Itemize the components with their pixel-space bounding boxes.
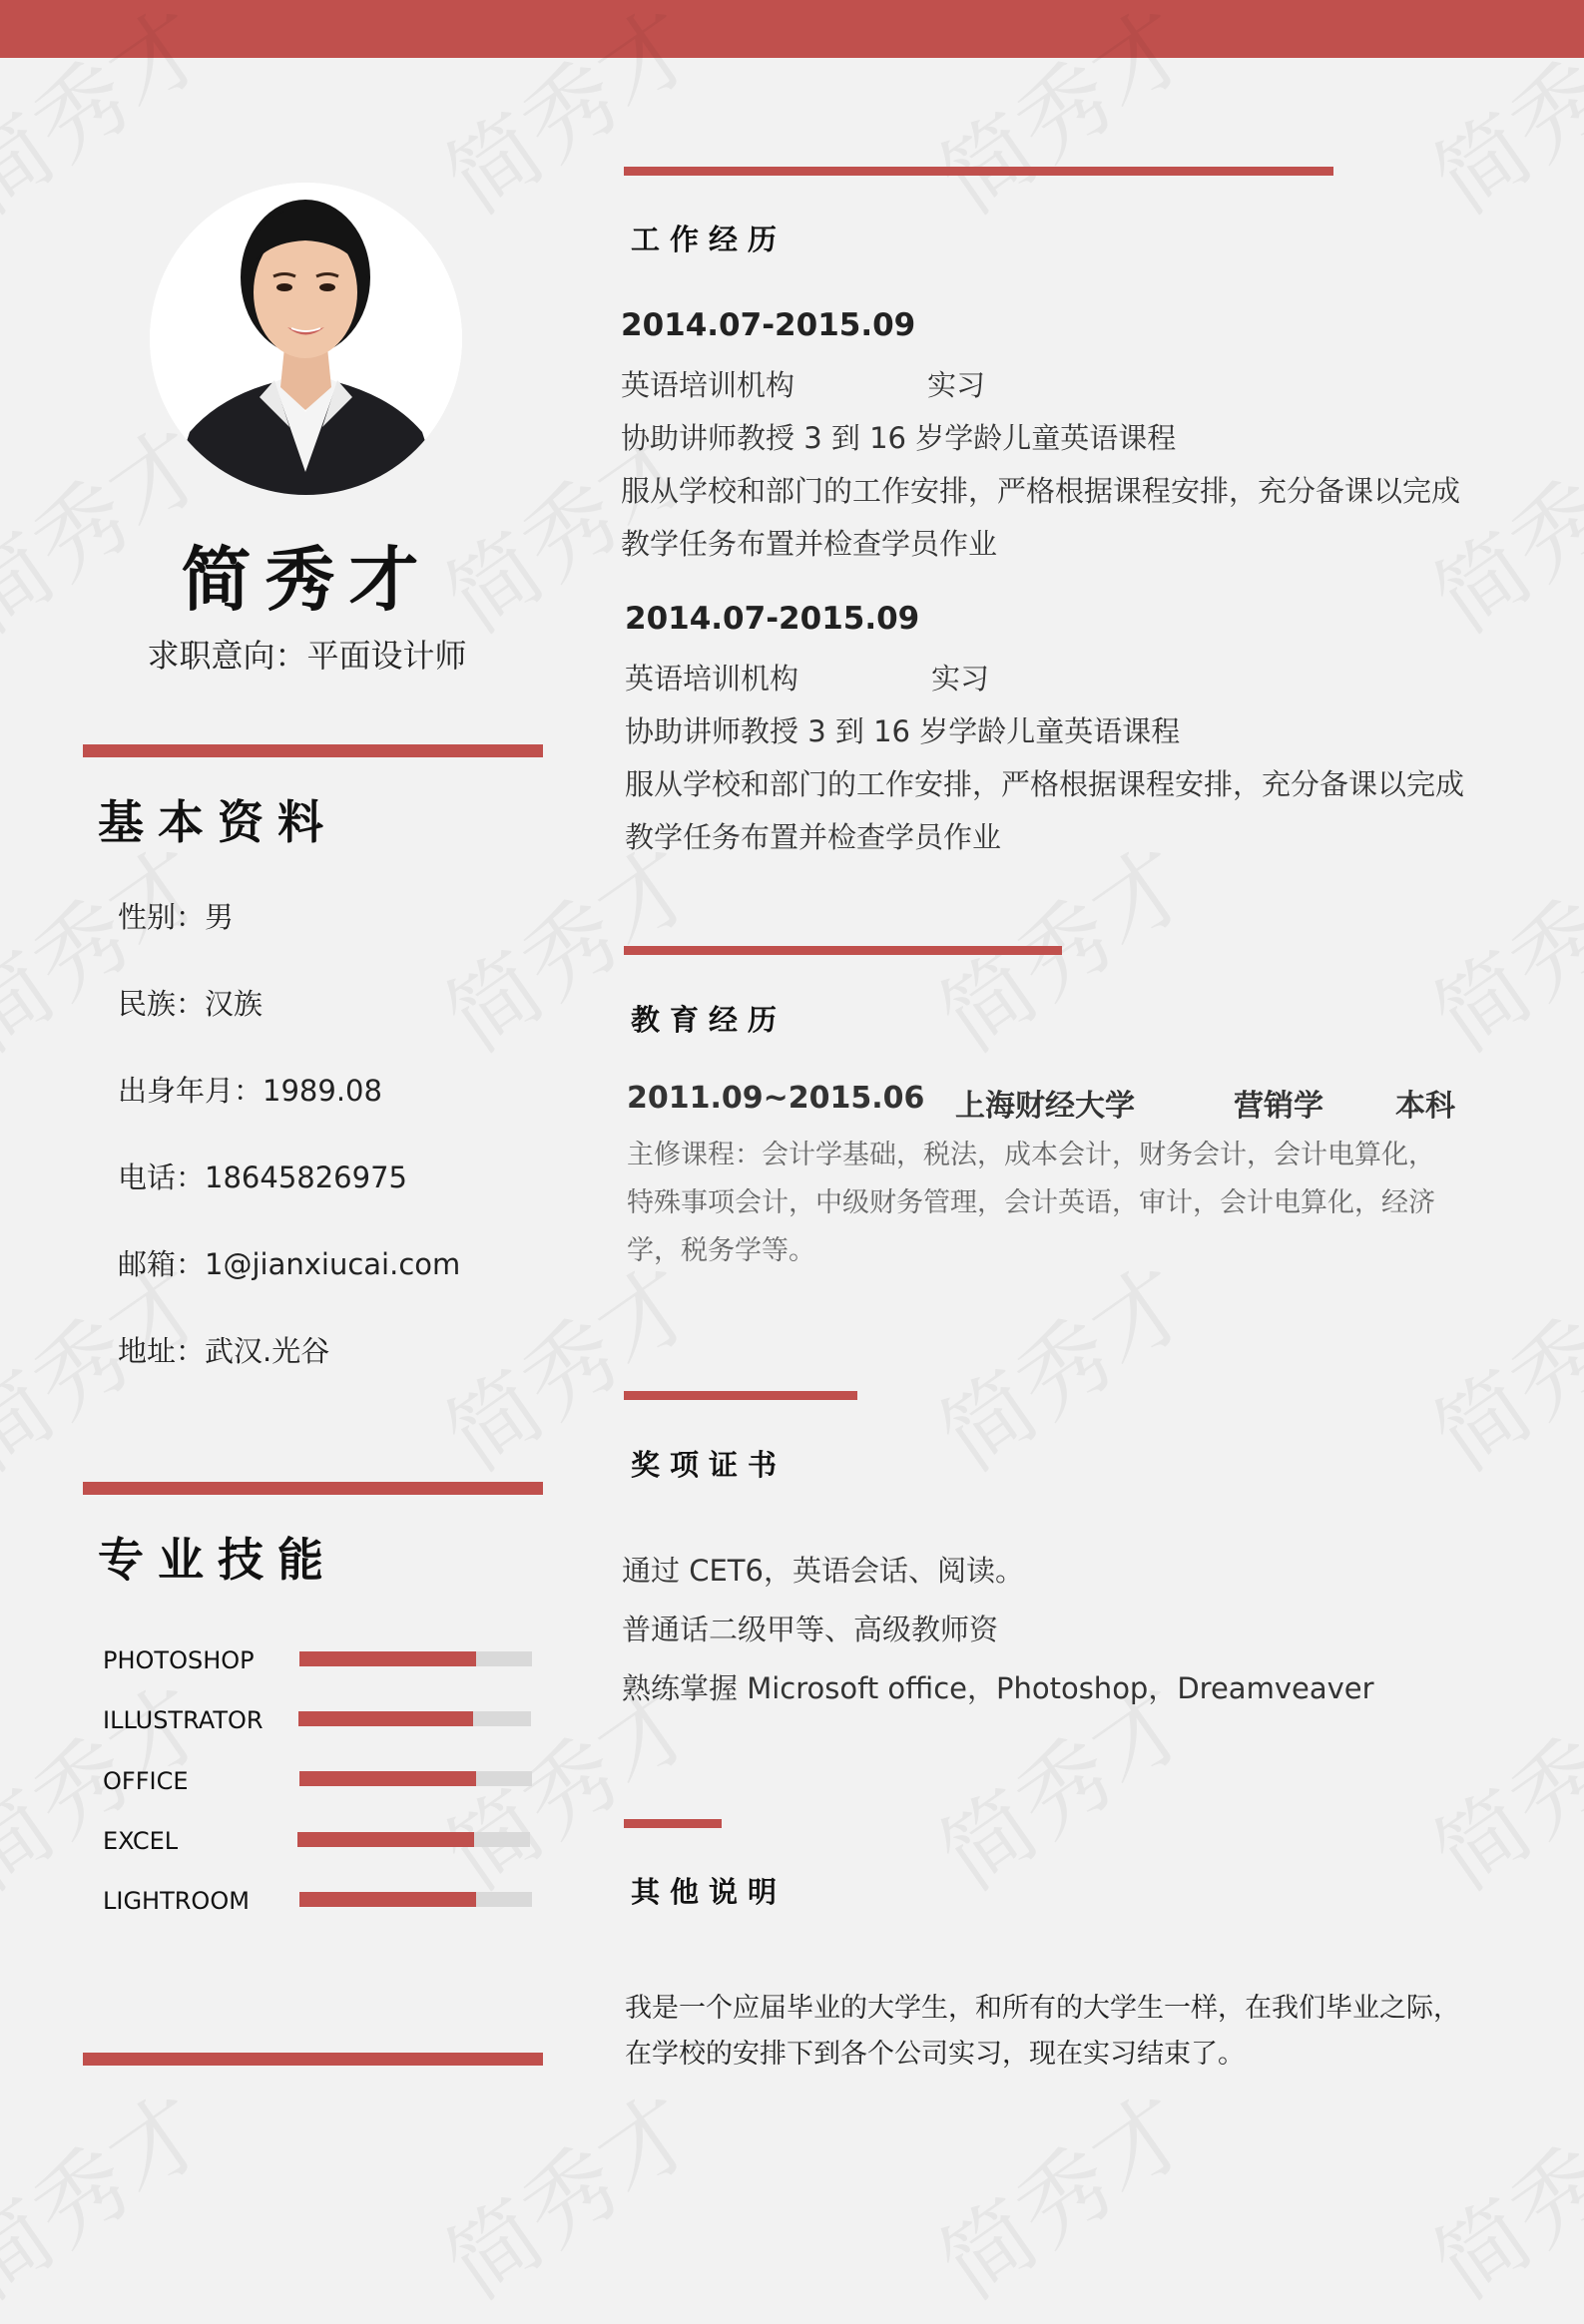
section-divider — [624, 1819, 722, 1828]
work-line: 教学任务布置并检查学员作业 — [625, 820, 1002, 854]
watermark — [1404, 1649, 1584, 1915]
skill-bar-fill — [299, 1771, 476, 1786]
education-courses: 主修课程：会计学基础，税法，成本会计，财务会计，会计电算化， — [627, 1140, 1435, 1170]
education-school: 上海财经大学 — [955, 1089, 1135, 1124]
section-divider — [624, 1391, 857, 1400]
other-line: 我是一个应届毕业的大学生，和所有的大学生一样，在我们毕业之际， — [625, 1993, 1460, 2024]
work-date: 2014.07-2015.09 — [625, 601, 920, 637]
watermark — [1404, 392, 1584, 658]
skill-label: LIGHTROOM — [103, 1887, 250, 1915]
info-value: 汉族 — [205, 987, 264, 1021]
watermark — [1404, 811, 1584, 1077]
basic-info-title: 基本资料 — [98, 795, 337, 849]
section-divider — [624, 946, 1062, 955]
skill-bar-fill — [297, 1832, 474, 1847]
top-accent-bar — [0, 0, 1584, 58]
info-label: 性别： — [118, 900, 206, 934]
skill-bar — [298, 1711, 531, 1726]
education-title: 教育经历 — [631, 1003, 788, 1037]
awards-title: 奖项证书 — [631, 1448, 788, 1482]
work-line: 教学任务布置并检查学员作业 — [621, 527, 998, 561]
skill-label: PHOTOSHOP — [103, 1646, 255, 1674]
info-value: 武汉.光谷 — [205, 1334, 330, 1368]
skill-label: OFFICE — [103, 1767, 189, 1795]
work-line: 服从学校和部门的工作安排，严格根据课程安排，充分备课以完成 — [621, 474, 1461, 508]
work-line: 协助讲师教授 3 到 16 岁学龄儿童英语课程 — [625, 714, 1181, 748]
work-date: 2014.07-2015.09 — [621, 307, 916, 343]
education-date: 2011.09~2015.06 — [627, 1081, 925, 1116]
award-item: 熟练掌握 Microsoft office，Photoshop，Dreamveaver — [622, 1671, 1374, 1705]
education-degree: 本科 — [1395, 1089, 1455, 1124]
section-divider — [83, 1482, 543, 1495]
skill-label: EXCEL — [103, 1827, 179, 1855]
watermark — [910, 1230, 1212, 1496]
education-major: 营销学 — [1234, 1089, 1323, 1124]
section-divider — [83, 744, 543, 757]
candidate-name: 简秀才 — [181, 539, 433, 621]
info-label: 电话： — [118, 1161, 206, 1194]
work-line: 协助讲师教授 3 到 16 岁学龄儿童英语课程 — [621, 421, 1177, 455]
work-line: 服从学校和部门的工作安排，严格根据课程安排，充分备课以完成 — [625, 767, 1465, 801]
info-label: 出身年月： — [118, 1074, 264, 1108]
skill-bar-fill — [299, 1892, 476, 1907]
skill-bar — [299, 1892, 532, 1907]
watermark — [416, 2059, 718, 2324]
education-courses: 特殊事项会计，中级财务管理，会计英语，审计，会计电算化，经济 — [627, 1187, 1435, 1218]
info-label: 民族： — [118, 987, 206, 1021]
info-phone — [118, 1156, 407, 1196]
education-courses: 学，税务学等。 — [627, 1235, 815, 1266]
info-label: 邮箱： — [118, 1247, 206, 1281]
info-value: 男 — [205, 900, 235, 934]
portrait-image — [150, 183, 462, 495]
info-ethnicity — [118, 982, 263, 1023]
skills-title: 专业技能 — [98, 1533, 337, 1587]
info-value: 1@jianxiucai.com — [205, 1247, 461, 1281]
skill-label: ILLUSTRATOR — [103, 1706, 264, 1734]
award-item: 通过 CET6，英语会话、阅读。 — [622, 1554, 1024, 1588]
profile-photo — [150, 183, 462, 495]
section-divider — [83, 2053, 543, 2066]
work-role: 实习 — [931, 662, 990, 696]
skill-bar — [299, 1771, 532, 1786]
info-value: 18645826975 — [205, 1161, 407, 1194]
skill-bar-fill — [299, 1651, 476, 1666]
info-address — [118, 1329, 329, 1370]
other-line: 在学校的安排下到各个公司实习，现在实习结束了。 — [625, 2039, 1245, 2070]
work-title: 工作经历 — [631, 223, 788, 256]
info-email — [118, 1242, 460, 1283]
job-intent: 求职意向：平面设计师 — [147, 637, 467, 675]
other-title: 其他说明 — [631, 1875, 788, 1909]
info-value: 1989.08 — [263, 1074, 382, 1108]
info-birthdate — [118, 1069, 382, 1110]
watermark — [1404, 1230, 1584, 1496]
skill-bar — [297, 1832, 530, 1847]
skill-bar — [299, 1651, 532, 1666]
watermark — [1404, 2059, 1584, 2324]
work-role: 实习 — [927, 368, 986, 402]
work-org: 英语培训机构 — [621, 368, 795, 402]
work-org: 英语培训机构 — [625, 662, 799, 696]
watermark — [910, 2059, 1212, 2324]
watermark — [0, 2059, 229, 2324]
info-label: 地址： — [118, 1334, 206, 1368]
skill-bar-fill — [298, 1711, 473, 1726]
section-divider — [624, 167, 1333, 176]
info-gender — [118, 895, 234, 936]
award-item: 普通话二级甲等、高级教师资 — [622, 1613, 999, 1646]
